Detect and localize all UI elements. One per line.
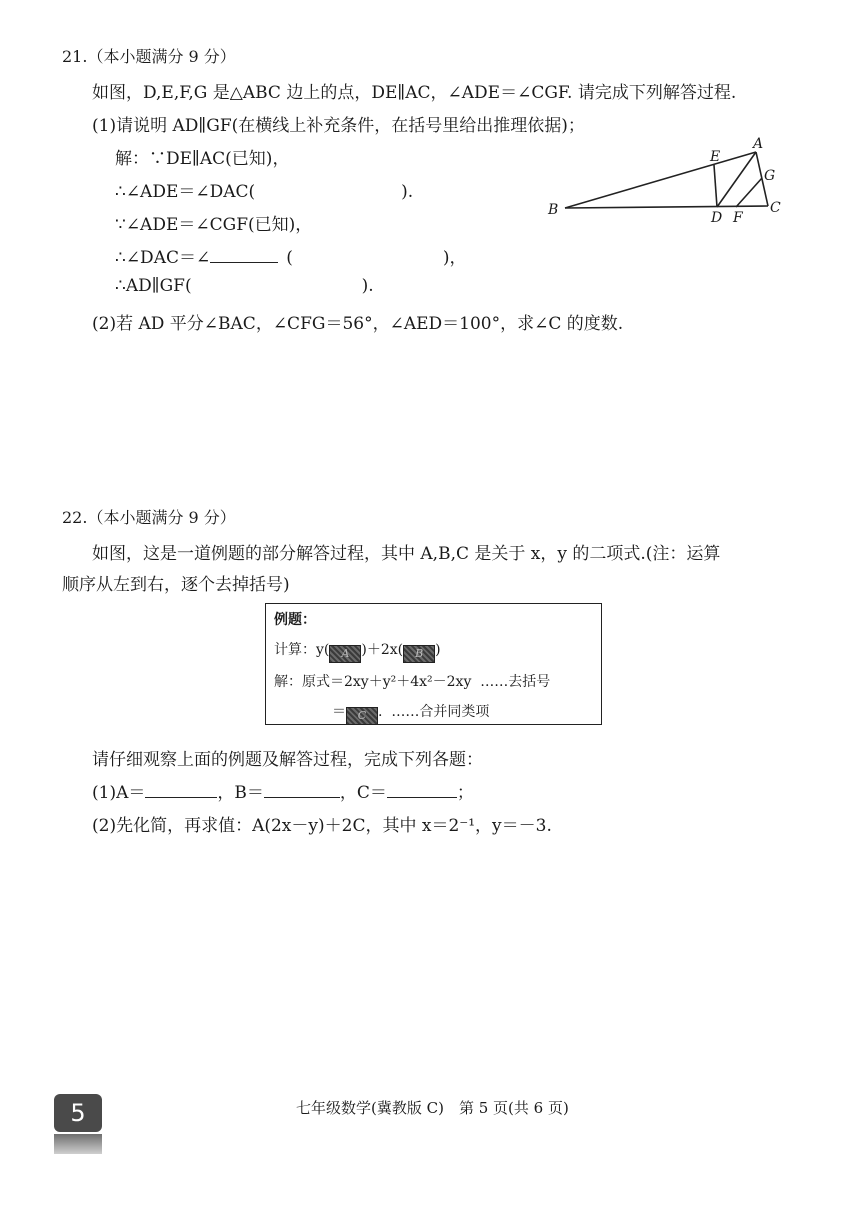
example-calc-post: ) <box>435 642 441 658</box>
segment-ad <box>717 152 756 207</box>
label-c: C <box>770 200 781 216</box>
q21-step4-pre: ∴∠DAC＝∠ <box>115 248 211 268</box>
q21-step4 <box>115 243 467 268</box>
q21-intro: 如图，D,E,F,G 是△ABC 边上的点，DE∥AC，∠ADE＝∠CGF. 请完成下列解答过程. <box>92 83 737 103</box>
example-merge <box>332 701 489 725</box>
q22-part1-a: (1)A＝ <box>92 783 146 803</box>
q22-intro-line2: 顺序从左到右，逐个去掉括号) <box>62 575 290 595</box>
page-badge-shadow <box>54 1134 102 1154</box>
q22-part1 <box>92 778 474 803</box>
q21-step4-post: )， <box>442 248 467 268</box>
label-b: B <box>548 202 559 218</box>
example-calc-pre: 计算：y( <box>274 642 330 658</box>
label-e: E <box>710 149 721 165</box>
q22-part2: (2)先化简，再求值：A(2x－y)＋2C，其中 x＝2⁻¹，y＝－3. <box>92 816 552 836</box>
example-sol-note: ……去括号 <box>480 674 551 690</box>
q22-part1-end: ； <box>456 783 474 803</box>
q21-step2-pre: ∴∠ADE＝∠DAC( <box>115 182 256 202</box>
q22-part1-c: ，C＝ <box>339 783 387 803</box>
q21-part1: (1)请说明 AD∥GF(在横线上补充条件，在括号里给出推理依据)； <box>92 116 585 136</box>
example-solution <box>274 671 550 691</box>
mask-b: B <box>403 645 435 663</box>
q21-step3: ∵∠ADE＝∠CGF(已知)， <box>115 215 313 235</box>
label-a: A <box>753 136 764 152</box>
footer-text: 七年级数学(冀教版 C) 第 5 页(共 6 页) <box>296 1099 569 1117</box>
triangle-figure <box>540 132 790 232</box>
blank-b[interactable] <box>264 797 340 798</box>
example-merge-note: ……合并同类项 <box>391 704 490 720</box>
label-g: G <box>764 168 776 184</box>
segment-ba <box>565 152 756 208</box>
q22-prompt: 请仔细观察上面的例题及解答过程，完成下列各题： <box>92 750 483 770</box>
label-f: F <box>733 210 743 226</box>
q21-step4-mid: ( <box>286 248 293 268</box>
blank-a[interactable] <box>145 797 217 798</box>
q22-intro-line1: 如图，这是一道例题的部分解答过程，其中 A,B,C 是关于 x，y 的二项式.(注：运算 <box>92 544 721 564</box>
q21-step5-pre: ∴AD∥GF( <box>115 276 192 296</box>
q21-step2-post: ). <box>401 182 414 202</box>
mask-c: C <box>346 707 378 725</box>
q21-step2 <box>115 177 413 202</box>
segment-fg <box>736 178 762 207</box>
q21-step5-post: ). <box>361 276 374 296</box>
q21-part2: (2)若 AD 平分∠BAC，∠CFG＝56°，∠AED＝100°，求∠C 的度数. <box>92 314 624 334</box>
blank-c[interactable] <box>387 797 457 798</box>
example-merge-pre: ＝ <box>332 704 346 720</box>
example-merge-post: . <box>378 704 383 720</box>
segment-de <box>714 165 717 207</box>
example-box <box>265 603 602 725</box>
page-number-badge: 5 <box>54 1094 102 1132</box>
label-d: D <box>711 210 723 226</box>
mask-a: A <box>329 645 361 663</box>
example-title: 例题： <box>274 612 316 628</box>
q21-step4-blank[interactable] <box>210 262 278 263</box>
example-calc <box>274 639 441 663</box>
q21-header: 21.（本小题满分 9 分） <box>62 47 236 66</box>
q22-part1-b: ，B＝ <box>217 783 264 803</box>
q21-step1: 解：∵DE∥AC(已知)， <box>115 149 290 169</box>
q21-step5 <box>115 276 374 296</box>
q22-header: 22.（本小题满分 9 分） <box>62 508 236 527</box>
example-calc-mid: )＋2x( <box>361 642 404 658</box>
example-sol-text: 解：原式＝2xy＋y²＋4x²－2xy <box>274 674 472 690</box>
